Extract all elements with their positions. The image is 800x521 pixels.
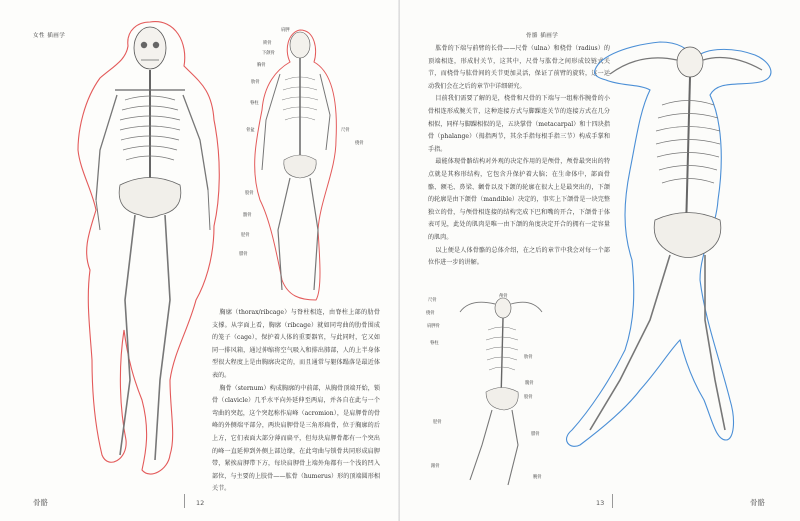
label-back-fibula: 腓骨 [531, 432, 540, 437]
left-footer-divider [184, 494, 185, 508]
label-radius: 桡骨 [355, 141, 364, 146]
label-ribs: 肋骨 [251, 80, 260, 85]
right-paragraph-2: 目前我们需要了解的是，桡骨和尺骨的下端与一组称作腕骨的小骨相连形成腕关节，这种连接方式与脚踝连关节的连接方式在几分相似，同样与脚踝相似的是，五块掌骨（metacarpal）和十四块指骨（phalange）（拇指两节，其余手指每根手指三节）构成手掌和手指。 [428, 95, 610, 153]
label-pelvis: 骨盆 [246, 128, 255, 133]
left-footer-label: 骨骼 [33, 498, 48, 507]
left-paragraph-2: 胸骨（sternum）构成胸廓的中前部，从胸骨顶端开始，锁骨（clavicle）几乎水平向外延伸至两肩，并各自在此与一个弯曲的突起，这个突起称作肩峰（acromion），是肩胛骨的骨峰的外侧端平部分，两块肩胛骨是三角形扁骨，位于胸廓的后上方，它们表面大部分薄而扁平，但每块肩胛骨都有一个突出的峰一直延伸到外侧上部边缘，在此弯曲与锁骨共同形成肩胛带，紧挨肩胛带下方，每块肩胛骨上端外角都有一个浅的凹入部位，与主要的上肢骨——肱骨（humerus）形的顶端圆形相关节。 [212, 384, 380, 493]
label-back-scapula: 肩胛骨 [427, 324, 440, 329]
label-clavicle: 锁骨 [263, 41, 272, 46]
label-back-ribs: 肋骨 [524, 355, 533, 360]
right-page-number: 13 [596, 499, 605, 507]
label-sternum: 胸骨 [257, 63, 266, 68]
small-back-skeleton-illustration [400, 0, 800, 521]
label-back-hip: 髋骨 [525, 381, 534, 386]
right-paragraph-4: 以上便是人体骨骼的总体介绍，在之后的章节中我会对每一个部位作进一步的讲解。 [428, 246, 610, 267]
label-ulna: 尺骨 [341, 128, 350, 133]
right-page [400, 0, 800, 521]
right-paragraph-3: 最能体现骨骼结构对外观的决定作用的是颅骨，颅骨最突出的特点就是其称形结构，它包含升保护着大脑；在生命体中，部面骨骼、额毛、鼻梁、颧骨以及下颌的轮廓在很大上是最突出的，下颌的轮廓是由下颌骨（mandible）决定的，事实上下颌骨是一块完整独立的骨，与颅骨相连接的结构完成下巴和嘴的开合，下颌骨于体表可见，此处的肌肉是唯一由下颌的角度决定开合的拥有一定容量的肌肉。 [428, 158, 610, 241]
label-scapula: 肩胛 [281, 28, 290, 33]
label-back-skull: 颅骨 [499, 294, 508, 299]
label-back-femur: 股骨 [524, 395, 533, 400]
label-patella: 髌骨 [243, 213, 252, 218]
right-footer-label: 骨骼 [750, 498, 765, 507]
label-mandible: 下颌骨 [262, 51, 275, 56]
label-back-radius: 桡骨 [426, 311, 435, 316]
label-spine: 脊柱 [250, 101, 259, 106]
right-paragraph-1: 肱骨的下端与前臂的长骨——尺骨（ulna）和桡骨（radius）的顶端相连，形成肘关节，这其中，尺骨与肱骨之间形成铰链式关节，而桡骨与肱骨间的关节更加灵活，保证了前臂的旋转，这一运动我们会在之后的章节中详细研究。 [428, 45, 610, 90]
left-page-number: 12 [196, 499, 205, 507]
label-back-heel: 跟骨 [431, 464, 440, 469]
right-footer-divider [612, 494, 613, 508]
right-page-header: 骨骼 插画学 [526, 33, 559, 39]
label-back-carpal: 腕骨 [533, 475, 542, 480]
label-back-ulna: 尺骨 [428, 298, 437, 303]
label-tibia: 胫骨 [241, 233, 250, 238]
label-fibula: 腓骨 [239, 252, 248, 257]
left-paragraph-1: 胸廓（thorax/ribcage）与脊柱相连，由脊柱上部的肋骨支撑。从字面上看，胸廓（ribcage）就如同弯曲的肋骨围成的笼子（cage），保护着人体的重要器官，与此同时，它又如同一排风箱，通过伸缩将空气吸入和排出肺部，人的上半身体型很大程度上是由胸廓决定的，而且通常与躯体蹋落是最近体表的。 [212, 309, 380, 379]
label-back-tibia: 胫骨 [433, 420, 442, 425]
label-back-spine: 脊柱 [430, 341, 439, 346]
label-femur: 股骨 [245, 191, 254, 196]
left-page-header: 女性 插画学 [33, 33, 66, 39]
left-body-text [212, 307, 380, 496]
